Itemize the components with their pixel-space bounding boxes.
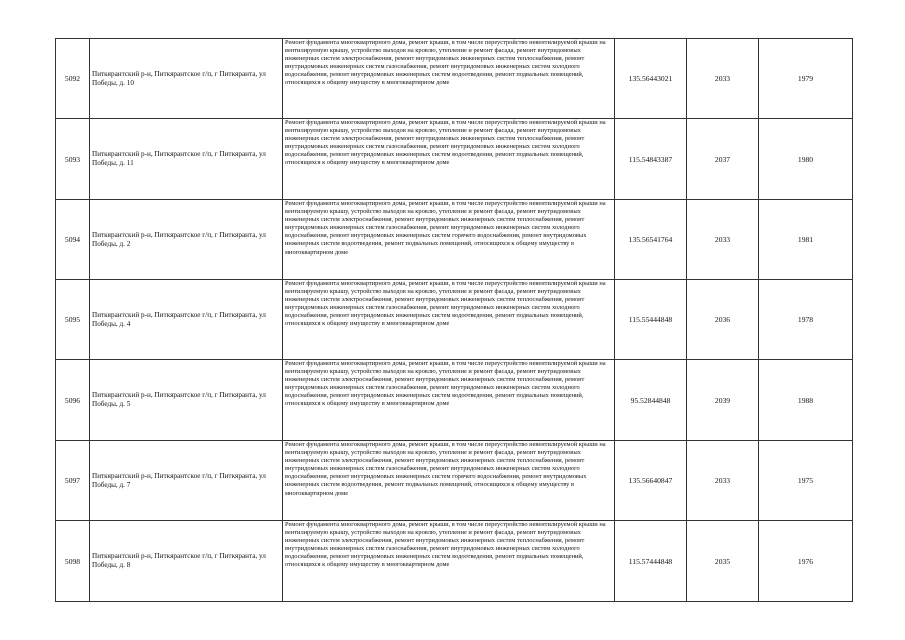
repair-works-description: Ремонт фундамента многоквартирного дома, ремонт крыши, в том числе переустройство невентилируемой крыши на вентилируемую крышу, устройство выходов на кровлю, утепление и ремонт фасада, ремонт внутридомовых инженерных систем электроснабжения, ремонт внутридомовых инженерных систем теплоснабжения, ремонт внутридомовых инженерных систем газоснабжения, ремонт внутридомовых инженерных систем холодного водоснабжения, ремонт внутридомовых инженерных систем горячего водоснабжения, ремонт внутридомовых инженерных систем водоотведения, ремонт подвальных помещений, относящихся к общему имуществу в многоквартирном доме [283,441,615,521]
repair-works-description: Ремонт фундамента многоквартирного дома, ремонт крыши, в том числе переустройство невентилируемой крыши на вентилируемую крышу, устройство выходов на кровлю, утепление и ремонт фасада, ремонт внутридомовых инженерных систем электроснабжения, ремонт внутридомовых инженерных систем теплоснабжения, ремонт внутридомовых инженерных систем газоснабжения, ремонт внутридомовых инженерных систем холодного водоснабжения, ремонт внутридомовых инженерных систем водоотведения, ремонт подвальных помещений, относящихся к общему имуществу в многоквартирном доме [283,521,615,602]
construction-year: 1975 [759,441,853,521]
table-row [56,521,853,602]
construction-year: 1980 [759,119,853,200]
planned-year: 2033 [687,200,759,280]
table-row [56,200,853,280]
building-address: Питкярантский р-н, Питкярантское г/п, г Питкяранта, ул Победы, д. 5 [90,360,283,441]
record-number: 5095 [56,280,90,360]
repair-works-description: Ремонт фундамента многоквартирного дома, ремонт крыши, в том числе переустройство невентилируемой крыши на вентилируемую крышу, устройство выходов на кровлю, утепление и ремонт фасада, ремонт внутридомовых инженерных систем электроснабжения, ремонт внутридомовых инженерных систем теплоснабжения, ремонт внутридомовых инженерных систем газоснабжения, ремонт внутридомовых инженерных систем холодного водоснабжения, ремонт внутридомовых инженерных систем водоотведения, ремонт подвальных помещений, относящихся к общему имуществу в многоквартирном доме [283,280,615,360]
repair-works-description: Ремонт фундамента многоквартирного дома, ремонт крыши, в том числе переустройство невентилируемой крыши на вентилируемую крышу, устройство выходов на кровлю, утепление и ремонт фасада, ремонт внутридомовых инженерных систем электроснабжения, ремонт внутридомовых инженерных систем теплоснабжения, ремонт внутридомовых инженерных систем газоснабжения, ремонт внутридомовых инженерных систем холодного водоснабжения, ремонт внутридомовых инженерных систем водоотведения, ремонт подвальных помещений, относящихся к общему имуществу в многоквартирном доме [283,360,615,441]
construction-year: 1976 [759,521,853,602]
capital-repair-table [55,38,853,602]
planned-year: 2036 [687,280,759,360]
planned-year: 2033 [687,39,759,119]
construction-year: 1979 [759,39,853,119]
record-number: 5092 [56,39,90,119]
record-number: 5098 [56,521,90,602]
planned-year: 2035 [687,521,759,602]
record-number: 5094 [56,200,90,280]
repair-cost: 95.52844848 [615,360,687,441]
record-number: 5093 [56,119,90,200]
repair-cost: 135.56541764 [615,200,687,280]
building-address: Питкярантский р-н, Питкярантское г/п, г Питкяранта, ул Победы, д. 4 [90,280,283,360]
table-row [56,119,853,200]
repair-cost: 135.56443021 [615,39,687,119]
construction-year: 1978 [759,280,853,360]
table-row [56,39,853,119]
repair-works-description: Ремонт фундамента многоквартирного дома, ремонт крыши, в том числе переустройство невентилируемой крыши на вентилируемую крышу, устройство выходов на кровлю, утепление и ремонт фасада, ремонт внутридомовых инженерных систем электроснабжения, ремонт внутридомовых инженерных систем теплоснабжения, ремонт внутридомовых инженерных систем газоснабжения, ремонт внутридомовых инженерных систем холодного водоснабжения, ремонт внутридомовых инженерных систем горячего водоснабжения, ремонт внутридомовых инженерных систем водоотведения, ремонт подвальных помещений, относящихся к общему имуществу в многоквартирном доме [283,200,615,280]
record-number: 5097 [56,441,90,521]
construction-year: 1981 [759,200,853,280]
building-address: Питкярантский р-н, Питкярантское г/п, г Питкяранта, ул Победы, д. 11 [90,119,283,200]
construction-year: 1988 [759,360,853,441]
record-number: 5096 [56,360,90,441]
building-address: Питкярантский р-н, Питкярантское г/п, г Питкяранта, ул Победы, д. 10 [90,39,283,119]
table-row [56,441,853,521]
repair-works-description: Ремонт фундамента многоквартирного дома, ремонт крыши, в том числе переустройство невентилируемой крыши на вентилируемую крышу, устройство выходов на кровлю, утепление и ремонт фасада, ремонт внутридомовых инженерных систем электроснабжения, ремонт внутридомовых инженерных систем теплоснабжения, ремонт внутридомовых инженерных систем газоснабжения, ремонт внутридомовых инженерных систем холодного водоснабжения, ремонт внутридомовых инженерных систем водоотведения, ремонт подвальных помещений, относящихся к общему имуществу в многоквартирном доме [283,119,615,200]
repair-cost: 115.54843387 [615,119,687,200]
building-address: Питкярантский р-н, Питкярантское г/п, г Питкяранта, ул Победы, д. 7 [90,441,283,521]
repair-works-description: Ремонт фундамента многоквартирного дома, ремонт крыши, в том числе переустройство невентилируемой крыши на вентилируемую крышу, устройство выходов на кровлю, утепление и ремонт фасада, ремонт внутридомовых инженерных систем электроснабжения, ремонт внутридомовых инженерных систем теплоснабжения, ремонт внутридомовых инженерных систем газоснабжения, ремонт внутридомовых инженерных систем холодного водоснабжения, ремонт внутридомовых инженерных систем водоотведения, ремонт подвальных помещений, относящихся к общему имуществу в многоквартирном доме [283,39,615,119]
planned-year: 2037 [687,119,759,200]
table-row [56,280,853,360]
repair-cost: 115.55444848 [615,280,687,360]
repair-cost: 135.56640847 [615,441,687,521]
table-row [56,360,853,441]
building-address: Питкярантский р-н, Питкярантское г/п, г Питкяранта, ул Победы, д. 8 [90,521,283,602]
building-address: Питкярантский р-н, Питкярантское г/п, г Питкяранта, ул Победы, д. 2 [90,200,283,280]
repair-cost: 115.57444848 [615,521,687,602]
planned-year: 2033 [687,441,759,521]
planned-year: 2039 [687,360,759,441]
